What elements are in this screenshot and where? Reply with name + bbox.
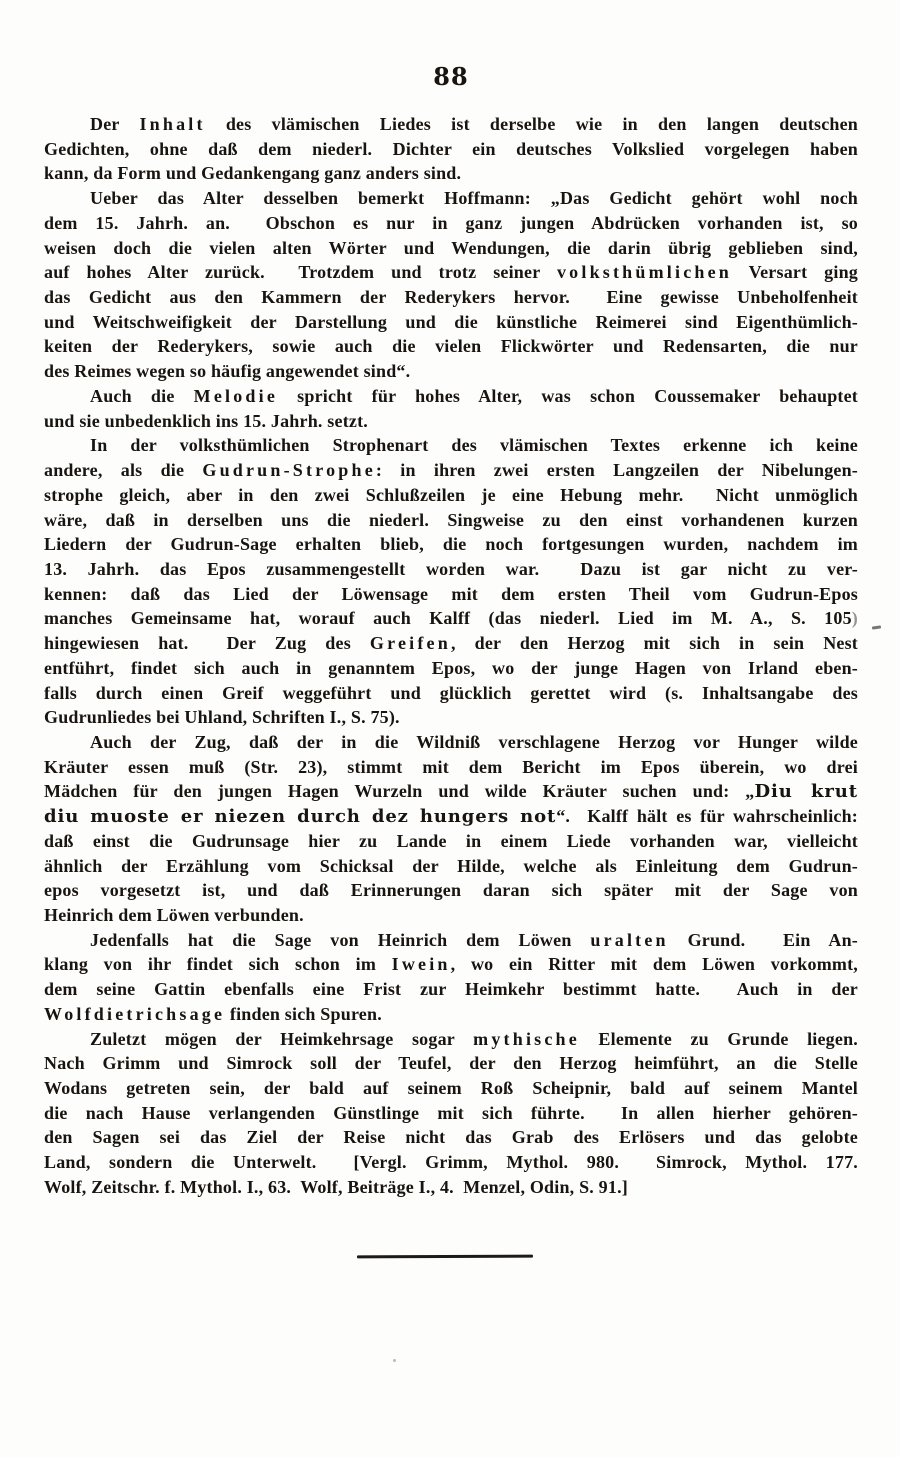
text-line: [44, 260, 858, 285]
text-segment: auf hohes Alter zurück. Trotzdem und trotz seiner: [44, 262, 557, 283]
text-line: [44, 928, 858, 953]
antiqua-quote-segment: diu muoste er niezen durch dez hungers not: [44, 806, 557, 828]
text-line: [44, 1101, 858, 1126]
text-segment: kennen: daß das Lied der Löwensage mit dem ersten Theil vom Gudrun-Epos: [44, 583, 858, 604]
text-line: [44, 310, 858, 335]
text-segment: Gedichten, ohne daß dem niederl. Dichter ein deutsches Volkslied vorgelegen haben: [44, 138, 858, 159]
text-segment: falls durch einen Greif weggeführt und glücklich gerettet wird (s. Inhaltsangabe des: [44, 682, 858, 703]
speck-mark: [393, 1359, 396, 1362]
text-segment: , wo ein Ritter mit dem Löwen vorkommt,: [450, 954, 858, 975]
text-line: [44, 211, 858, 236]
letterspaced-emphasis-segment: Greifen: [369, 633, 451, 654]
text-segment: dem seine Gattin ebenfalls eine Frist zur Heimkehr bestimmt hatte. Auch in der: [44, 979, 858, 1000]
text-line: [44, 606, 858, 631]
text-segment: Wolf, Zeitschr. f. Mythol. I., 63. Wolf, Beiträge I., 4. Menzel, Odin, S. 91.]: [44, 1176, 628, 1197]
text-segment: ähnlich der Erzählung vom Schicksal der Hilde, welche als Einleitung dem Gudrun-: [44, 855, 858, 876]
text-segment: Mädchen für den jungen Hagen Wurzeln und wilde Kräuter suchen und: „: [44, 781, 755, 802]
text-segment: keiten der Rederykers, sowie auch die vielen Flickwörter und Redensarten, die nur: [44, 336, 858, 357]
text-line: [44, 705, 858, 730]
text-line: [44, 755, 858, 780]
text-segment: Ueber das Alter desselben bemerkt Hoffmann: „Das Gedicht gehört wohl noch: [90, 188, 858, 209]
text-line: [44, 952, 858, 977]
text-segment: Gudrunliedes bei Uhland, Schriften I., S. 75).: [44, 707, 400, 728]
text-line: [44, 483, 858, 508]
text-line: [44, 458, 858, 483]
text-segment: wäre, daß in derselben uns die niederl. Singweise zu den einst vorhandenen kurzen: [44, 509, 858, 530]
text-line: [44, 1125, 858, 1150]
text-segment: die nach Hause verlangenden Günstlinge mit sich führte. In allen hierher gehören-: [44, 1102, 858, 1123]
text-line: [44, 532, 858, 557]
text-line: [44, 334, 858, 359]
text-segment: Der: [90, 114, 140, 134]
text-line: [44, 1175, 858, 1200]
page-number: 88: [433, 62, 469, 91]
text-body: [44, 112, 858, 1200]
text-segment: hingewiesen hat. Der Zug des: [44, 633, 370, 654]
text-line: [44, 631, 858, 656]
text-segment: : in ihren zwei ersten Langzeilen der Nibelungen-: [375, 460, 858, 481]
text-line: [44, 186, 858, 211]
text-line: [44, 730, 858, 755]
text-line: [44, 1051, 858, 1076]
text-segment: Elemente zu Grunde liegen.: [579, 1028, 858, 1049]
text-line: [44, 656, 858, 681]
text-segment: , der den Herzog mit sich in sein Nest: [450, 633, 858, 654]
text-line: [44, 878, 858, 903]
text-line: [44, 359, 858, 384]
text-line: [44, 977, 858, 1002]
text-segment: Kräuter essen muß (Str. 23), stimmt mit dem Bericht im Epos überein, wo drei: [44, 756, 858, 777]
text-segment: entführt, findet sich auch in genanntem Epos, wo der junge Hagen von Irland eben-: [44, 657, 858, 678]
text-line: [44, 1027, 858, 1052]
text-segment: und sie unbedenklich ins 15. Jahrh. setzt.: [44, 410, 368, 431]
letterspaced-emphasis-segment: Inhalt: [139, 114, 206, 134]
text-line: [44, 137, 858, 162]
text-segment: strophe gleich, aber in den zwei Schlußzeilen je eine Hebung mehr. Nicht unmöglich: [44, 484, 858, 505]
text-line: [44, 161, 858, 186]
letterspaced-emphasis-segment: Gudrun-Strophe: [202, 460, 376, 481]
text-segment: dem 15. Jahrh. an. Obschon es nur in ganz jungen Abdrücken vorhanden ist, so: [44, 212, 858, 233]
text-segment: In der volksthümlichen Strophenart des vlämischen Textes erkenne ich keine: [90, 435, 858, 456]
text-line: [44, 854, 858, 879]
text-line: [44, 384, 858, 409]
text-line: [44, 681, 858, 706]
letterspaced-emphasis-segment: Wolfdietrichsage: [44, 1003, 226, 1024]
text-line: [44, 236, 858, 261]
text-segment: “. Kalff hält es für wahrscheinlich:: [556, 806, 859, 827]
text-line: [44, 1002, 858, 1027]
text-segment: epos vorgesetzt ist, und daß Erinnerungen daran sich später mit der Sage von: [44, 880, 858, 901]
text-line: [44, 1076, 858, 1101]
text-segment: spricht für hohes Alter, was schon Coussemaker behauptet: [278, 385, 859, 406]
text-segment: Liedern der Gudrun-Sage erhalten blieb, die noch fortgesungen wurden, nachdem im: [44, 534, 858, 555]
text-segment: finden sich Spuren.: [225, 1003, 382, 1024]
text-line: [44, 829, 858, 854]
text-segment: Auch der Zug, daß der in die Wildniß verschlagene Herzog vor Hunger wilde: [90, 731, 858, 752]
letterspaced-emphasis-segment: volksthümlichen: [556, 262, 732, 283]
letterspaced-emphasis-segment: mythische: [473, 1028, 580, 1049]
text-line: [44, 508, 858, 533]
text-segment: des vlämischen Liedes ist derselbe wie in den langen deutschen: [205, 114, 859, 134]
text-segment: Auch die: [90, 385, 194, 406]
text-segment: kann, da Form und Gedankengang ganz anders sind.: [44, 163, 462, 184]
text-segment: daß einst die Gudrunsage hier zu Lande in einem Liede vorhanden war, vielleicht: [44, 830, 858, 851]
text-segment: andere, als die: [44, 460, 203, 481]
text-segment: Wodans getreten sein, der bald auf seinem Roß Scheipnir, bald auf seinem Mantel: [44, 1078, 858, 1099]
section-separator-rule: [357, 1255, 533, 1259]
text-segment: manches Gemeinsame hat, worauf auch Kalff (das niederl. Lied im M. A., S. 105: [44, 608, 852, 629]
text-line: [44, 112, 858, 137]
text-segment: weisen doch die vielen alten Wörter und Wendungen, die darin übrig geblieben sind,: [44, 237, 858, 258]
text-segment: des Reimes wegen so häufig angewendet sind“.: [44, 361, 411, 382]
text-segment: Land, sondern die Unterwelt. [Vergl. Grimm, Mythol. 980. Simrock, Mythol. 177.: [44, 1152, 858, 1173]
text-segment: das Gedicht aus den Kammern der Rederykers hervor. Eine gewisse Unbeholfenheit: [44, 287, 858, 308]
text-segment: Jedenfalls hat die Sage von Heinrich dem Löwen: [90, 929, 591, 950]
text-segment: Versart ging: [732, 262, 858, 283]
letterspaced-emphasis-segment: Iwein: [391, 954, 451, 975]
text-line: [44, 433, 858, 458]
text-line: [44, 557, 858, 582]
faint-glyph-segment: ): [851, 608, 858, 629]
text-line: [44, 1150, 858, 1175]
letterspaced-emphasis-segment: uralten: [590, 929, 669, 950]
text-segment: und Weitschweifigkeit der Darstellung und die künstliche Reimerei sind Eigenthümlich-: [44, 311, 858, 332]
margin-mark: [872, 625, 881, 629]
letterspaced-emphasis-segment: Melodie: [193, 385, 279, 406]
text-segment: Grund. Ein An-: [668, 929, 858, 950]
text-line: [44, 409, 858, 434]
text-segment: klang von ihr findet sich schon im: [44, 954, 392, 975]
text-line: [44, 804, 858, 829]
text-segment: Zuletzt mögen der Heimkehrsage sogar: [90, 1028, 474, 1049]
text-segment: den Sagen sei das Ziel der Reise nicht das Grab des Erlösers und das gelobte: [44, 1127, 858, 1148]
antiqua-quote-segment: Diu krut: [754, 781, 858, 803]
text-segment: Nach Grimm und Simrock soll der Teufel, der den Herzog heimführt, an die Stelle: [44, 1053, 858, 1074]
text-line: [44, 779, 858, 804]
text-segment: Heinrich dem Löwen verbunden.: [44, 905, 304, 925]
text-line: [44, 285, 858, 310]
text-line: [44, 582, 858, 607]
text-segment: 13. Jahrh. das Epos zusammengestellt worden war. Dazu ist gar nicht zu ver-: [44, 558, 858, 579]
text-line: [44, 903, 858, 928]
